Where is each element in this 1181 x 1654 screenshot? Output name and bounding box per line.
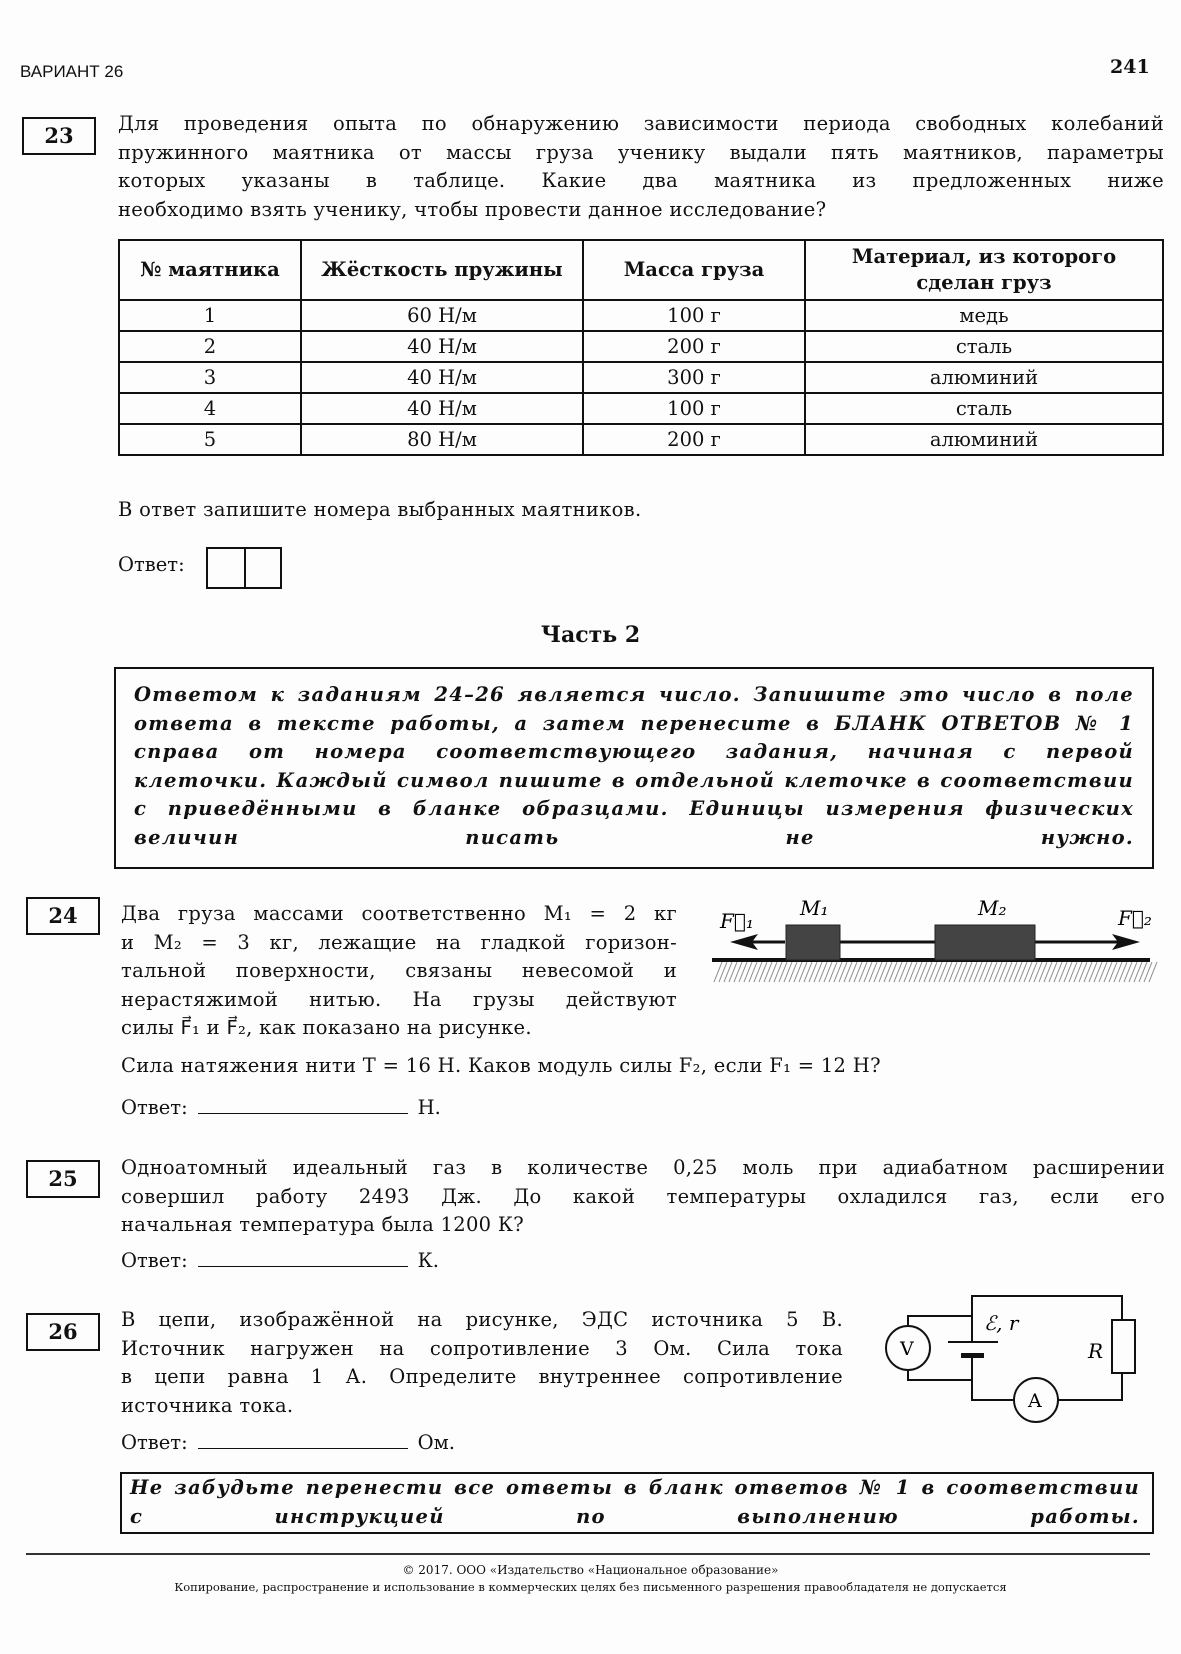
text-line: клеточки. Каждый символ пишите в отдельной клеточке в соответствии [134,768,1134,792]
table-cell: сталь [805,331,1163,362]
table-cell: 200 г [583,424,805,455]
blocks-figure [700,890,1170,1000]
answer-field[interactable] [198,1430,408,1449]
text-line: ответа в тексте работы, а затем перенесите в БЛАНК ОТВЕТОВ № 1 [134,711,1134,735]
task24-answer [121,1095,441,1119]
circuit-figure [880,1290,1160,1430]
reminder-box [120,1472,1154,1534]
answer-label: Ответ: [121,1431,188,1454]
table-cell: 200 г [583,331,805,362]
text-line: Одноатомный идеальный газ в количестве 0,25 моль при адиабатном расширении [121,1156,1165,1179]
text-line: Для проведения опыта по обнаружению зависимости периода свободных колебаний [118,112,1164,135]
table-row [119,300,1163,331]
variant-label: ВАРИАНТ 26 [20,62,124,81]
answer-unit: Ом. [417,1431,456,1454]
task26-text [121,1306,843,1420]
task25-text [121,1154,1165,1240]
text-line: и M₂ = 3 кг, лежащие на гладкой горизон- [121,930,677,954]
text-line: с инструкцией по выполнению работы. [130,1504,1140,1528]
table-cell: 1 [119,300,301,331]
table-row [119,362,1163,393]
battery-short-plate [961,1353,984,1358]
answer-cell-1[interactable] [206,547,246,589]
block-m2 [935,925,1035,960]
label-resistor: R [1088,1339,1104,1363]
table-cell: 100 г [583,393,805,424]
label-ammeter: A [1028,1390,1042,1412]
text-line: в цепи равна 1 А. Определите внутреннее сопротивление [121,1365,843,1388]
text-line: с приведёнными в бланке образцами. Единицы измерения физических [134,797,1134,820]
table-cell: 300 г [583,362,805,393]
table-cell: 40 Н/м [301,393,583,424]
table-cell: 40 Н/м [301,331,583,362]
footer-copyright: © 2017. ООО «Издательство «Национальное образование» [402,1563,779,1577]
ground-hatch [714,962,1157,982]
resistor [1112,1320,1135,1373]
footer-divider [26,1553,1150,1555]
table-row [119,424,1163,455]
text-line: тальной поверхности, связаны невесомой и [121,959,677,982]
table-cell: алюминий [805,362,1163,393]
task25-answer [121,1248,439,1272]
table-cell: 80 Н/м [301,424,583,455]
text-line: Два груза массами соответственно M₁ = 2 кг [121,902,677,925]
column-header: № маятника [119,240,301,300]
text-line: силы F⃗₁ и F⃗₂, как показано на рисунке. [121,1016,532,1039]
text-line: нерастяжимой нитью. На грузы действуют [121,987,677,1011]
table-cell: медь [805,300,1163,331]
text-line: пружинного маятника от массы груза ученику выдали пять маятников, параметры [118,140,1164,164]
text-line: Не забудьте перенести все ответы в бланк ответов № 1 в соответствии [130,1476,1140,1499]
answer-field[interactable] [198,1248,408,1267]
answer-unit: Н. [417,1096,441,1119]
task-number-26: 26 [26,1313,100,1351]
text-line: совершил работу 2493 Дж. До какой температуры охладился газ, если его [121,1184,1165,1208]
answer-label: Ответ: [121,1249,188,1272]
table-cell: 2 [119,331,301,362]
table-cell: алюминий [805,424,1163,455]
text-line: справа от номера соответствующего задания, начиная с первой [134,740,1134,763]
task26-answer [121,1430,455,1454]
block-m1 [786,925,840,960]
label-f2: F⃗₂ [1118,906,1152,930]
answer-unit: К. [417,1249,439,1272]
text-line: которых указаны в таблице. Какие два маятника из предложенных ниже [118,169,1164,192]
table-cell: 5 [119,424,301,455]
task23-text [118,110,1164,224]
text-line: начальная температура была 1200 К? [121,1213,525,1236]
text-line: необходимо взять ученику, чтобы провести данное исследование? [118,197,827,221]
label-f1: F⃗₁ [720,909,754,933]
page-number: 241 [1110,56,1150,78]
table-cell: 100 г [583,300,805,331]
label-emf: ℰ, r [984,1311,1019,1335]
label-voltmeter: V [900,1338,914,1360]
table-cell: 60 Н/м [301,300,583,331]
table-cell: 4 [119,393,301,424]
task-number-24: 24 [26,897,100,935]
text-line: источника тока. [121,1393,294,1417]
footer-notice: Копирование, распространение и использование в коммерческих целях без письменного разрешения правообладателя не допускается [174,1580,1007,1594]
column-header: Жёсткость пружины [301,240,583,300]
text-line: Источник нагружен на сопротивление 3 Ом. Сила тока [121,1336,843,1360]
answer-label: Ответ: [121,1096,188,1119]
table-row [119,393,1163,424]
column-header: Материал, из которого сделан груз [805,240,1163,300]
table-cell: 40 Н/м [301,362,583,393]
text-line: Ответом к заданиям 24–26 является число. Запишите это число в поле [134,683,1134,706]
pendulum-table [118,239,1164,456]
table-cell: 3 [119,362,301,393]
part2-title: Часть 2 [540,622,641,648]
label-m2: M₂ [978,896,1007,920]
answer-label: Ответ: [118,553,185,576]
task23-instruction: В ответ запишите номера выбранных маятников. [118,498,642,521]
task24-text [121,900,677,1043]
text-line: величин писать не нужно. [134,825,1134,849]
answer-field[interactable] [198,1095,408,1114]
label-m1: M₁ [800,896,829,920]
task-number-25: 25 [26,1160,100,1198]
task24-question: Сила натяжения нити T = 16 Н. Каков модуль силы F₂, если F₁ = 12 Н? [121,1054,881,1077]
task-number-23: 23 [22,117,96,155]
table-cell: сталь [805,393,1163,424]
table-header-row [119,240,1163,300]
table-row [119,331,1163,362]
part2-instructions-box [114,667,1154,869]
text-line: В цепи, изображённой на рисунке, ЭДС источника 5 В. [121,1308,843,1331]
answer-cell-2[interactable] [244,547,282,589]
column-header: Масса груза [583,240,805,300]
